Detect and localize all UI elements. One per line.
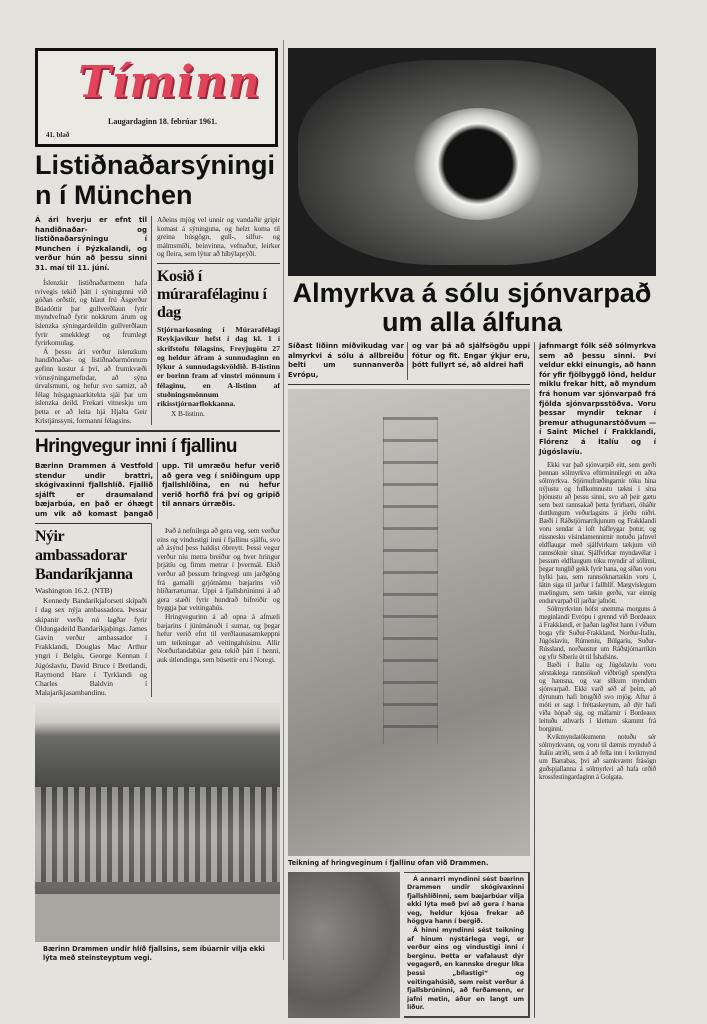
article1-body	[35, 279, 147, 425]
paragraph: Á hinni myndinni sést teikning af hinum nýstárlega vegi, er verður eins og vindustigi inni í berginu. Þetta er vafalaust dýr vegagerð, en kannske dregur líka þessi „bílastigi“ og veitingahúsið, sem reist verður á fjallsbrúninni, að ferðamenn, er jafni metin, áður en langt um líður.	[407, 927, 524, 1012]
right-subcolumn	[151, 216, 280, 425]
headline-hringvegur: Hringvegur inni í fjallinu	[35, 436, 237, 458]
divider	[157, 263, 280, 264]
hringvegur-drawing	[288, 389, 530, 856]
paragraph: Hringvegurinn á að opna á afmæli bæjarins í júnímánuði í sumar, og þegar hefur verið efnt til verðlaunasamkeppni um teikningar að veitingahúsinu. Allir Norðurlandabúar geta tekið þátt í henni, auk útlendinga, sem búsettir eru í Noregi.	[157, 612, 280, 664]
divider	[288, 384, 530, 385]
paragraph: Ekki var það sjónvarpið eitt, sem gerði þennan sólmyrkva eftirminnilegri en aðra sólmyrkva. Stjörnufræðingarnir tóku hina nýjustu og fullkomnustu tækni í sína þjónustu að þessu sinni, svo að þeir gætu sem bezt rannsakað þetta fyrirbæri, óháðir duttlungum veðurlagsins á jörðu niðri. Bæði í Ráðstjórnarríkjunum og Frakklandi voru sendar á loft háfleygar þotur, og rússnesku vísindamennirnir notuðu jafnvel eldflaugar með sjálfvirkum tækjum við rannsóknir sínar. Sjálfvirkar myndavélar í þessum eldflaugum tóku myndir af sólinni, þegar tunglið gekk fyrir hana, og síðan voru hylki þau, sem rannsóknartækin voru í, látin síga til jarðar í fallhlíf. Margvíslegum mælingum, sem tækin gerðu, var einnig endurvarpað til jarðar jafnótt.	[539, 461, 656, 606]
right-region	[288, 48, 656, 1018]
article1-lead: Á ári hverju er efnt til handiðnaðar- og listiðnaðarsýningu í Munchen í Þýzkalandi, og verður hún að þessu sinni 31. maí til 11. júní.	[35, 216, 147, 272]
article4-dateline: Washington 16.2. (NTB)	[35, 586, 113, 596]
left-column	[35, 150, 280, 962]
headline-ambassadorar: Nýir ambassadorar Bandaríkjanna	[35, 528, 133, 584]
article5-body	[539, 461, 656, 781]
paragraph: Bæði í Ítalíu og Júgóslavíu voru sérstaklega rannsökuð viðbrögð spendýra og hænsna, og var slíkum myndum sjónvarpað. Ekki varð séð af þeim, að dýrunum hafi brugðið svo mjög. Aftur á móti er sagt í fréttaskeytum, að dýr hafi víða hópað sig, og máfarnir í Bordeaux leituðu athvarfs í klettum skammt frá borginni.	[539, 661, 656, 734]
drawing-caption: Teikning af hringveginum í fjallinu ofan við Drammen.	[288, 859, 489, 867]
paragraph: Það á nefnilega að gera veg, sem verður eins og vindustigi inni í fjallinu sjálfu, svo að ásýnd þess haldist óbreytt. Þessi vegur verður níu metra breiður og hver hringur þrjátíu og fimm metrar í þvermál. Ekið verður að þessum hringvegi um jarðgöng frá gamalli grjótnámu bæjarins við hlíðarræturnar. Uppi á fjallsbrúninni á að gera stæði fyrir hundrað bifreiðir og byggja þar veitingahús.	[157, 526, 280, 613]
headline-almyrkvi: Almyrkva á sólu sjónvarpað um alla álfuna	[292, 278, 652, 337]
eclipse-photo	[288, 48, 656, 276]
drammen-photo	[35, 703, 280, 942]
drammen-photo-caption: Bærinn Drammen undir hlíð fjallsins, sem íbúarnir vilja ekki lýta með steinsteyptum vegi.	[43, 945, 265, 962]
article2-body: Stjórnarkosning í Múrarafélagi Reykjavíkur hefst í dag kl. 1 í skrifstofu félagsins, Freyjugötu 27 og heldur áfram á sunnudaginn en lýkur á sunnudagskvöldið. B-listinn er borinn fram af vinstri mönnum í félaginu, en A-listinn af stuðningsmönnum ríkisstjórnarflokkanna.	[157, 324, 280, 409]
issue-number: 41. blað	[46, 131, 70, 139]
headline-kosid: Kosið í múrarafélaginu í dag	[157, 267, 267, 321]
paragraph: Sólmyrkvinn hófst snemma morguns á meginlandi Evrópu í grennd við Bordeaux á Frakklandi, er þaðan lagðist hann í víðum boga yfir Suður-Frakkland, Norður-Ítalíu, Júgóslavíu, Rúmeníu, Búlgaríu, Suður-Rússland, norðaustur um Ráðstjórnarríkin og yfir Síberíu út til Íshafsins.	[539, 605, 656, 662]
paragraph: Kvikmyndatökumenn notuðu sér sólmyrkvann, og voru til dæmis mynduð á Ítalíu atriði, sem á að fella inn í kvikmynd um Barrabas, því að samkvæmt frásögn guðspjallanna á sólmyrkvi að hafa orðið krossfestingardaginn á Golgata.	[539, 733, 656, 782]
article3-body	[151, 523, 280, 697]
article5-lead-col3: jafnmargt fólk séð sólmyrkva sem að þessu sinni. Því veldur ekki einungis, að hann fór yfir fjölbyggð lönd, heldur miklu frekar hitt, að myndum frá honum var sjónvarpað frá fjölda sjónvarpsstöðva. Voru þessar myndir teknar í þremur athugunarstöðvum — í Saint Michel í Frakklandi, Flórenz á Ítalíu og í Júgóslavíu.	[539, 342, 656, 456]
article5-lead-col1: Síðast liðinn miðvikudag var almyrkvi á sólu á allbreiðu belti um sunnanverða Evrópu,	[288, 342, 404, 379]
headline-listidnadarsyning: Listiðnaðarsýningin í München	[35, 150, 276, 210]
masthead-logo: Tíminn	[78, 57, 261, 108]
paragraph: Íslenzkir listiðnaðarmenn hafa tvívegis tekið þátt í sýningunni við góðan orðstír, og hlaut frú Ásgerður Búadóttir þar gullverðlaun fyrir myndvefnað fyrir nokkrum árum og íslenzka sýningardeildin gullverðlaun fyrir smekklegt og frumlegt fyrirkomulag.	[35, 278, 147, 348]
info-box	[404, 872, 530, 1019]
drammen-photo-continuation	[288, 872, 400, 1019]
article2-signoff: X B-listinn.	[171, 408, 205, 418]
paragraph: Á þessu ári verður íslenzkum handiðnaðar- og listiðnaðarmönnum gefinn kostur á því, að frumkvæði vörusýningarnefndar, að sýna úrvalsmuni, og hefur svo samizt, að félag húsgagnaarkitekta sjái þar um íslenzka deild. Frekari vitneskju um þetta er að leita hjá Hjalta Geir Kristjánssyni, formanni félagsins.	[35, 346, 147, 425]
article1-lead2: Aðeins mjög vel unnir og vandaðir gripir komast á sýninguna, og helzt koma til greina húsgögn, gull-, silfur- og málmsmíði, beinvinna, vefnaður, leirker og fleira, sem lýtur að híbýlaprýði.	[157, 215, 280, 259]
masthead-date: Laugardaginn 18. febrúar 1961.	[108, 117, 217, 126]
article5-left-part	[288, 342, 534, 1018]
divider	[35, 430, 280, 432]
article1	[35, 216, 151, 425]
column-divider	[283, 40, 284, 960]
article5-lead-col2: og var þá að sjálfsögðu uppi fótur og fit. Engar ýkjur eru, þótt fullyrt sé, að aldrei hafi	[407, 342, 530, 380]
masthead	[35, 48, 278, 147]
paragraph: Á annarri myndinni sést bærinn Drammen undir skógivaxinni fjallshlíðinni, sem bæjarbúar vilja ekki lýta með því að gera í hana veg, heldur kjósa frekar að höggva hann í bergið.	[407, 875, 524, 926]
article5-right-part	[534, 342, 656, 1018]
article4	[35, 523, 151, 697]
article3-lead: Bærinn Drammen á Vestfold stendur undir brattri, skógivaxinni fjallshlíð. Fjallið sjálft er draumaland bæjarbúa, en það er óhægt um vik að komast þangað upp. Til umræðu hefur verið að gera veg í sniðingum upp fjallshlíðina, en nú hefur verið horfið frá því og gripið til annars úrræðis.	[35, 462, 280, 518]
article4-body: Kennedy Bandaríkjaforseti skipaði í dag sex nýja ambassadora. Þessar skipanir verða nú lagðar fyrir Öldungadeild Bandaríkjaþings. James Gavin verður ambassador í Frakklandi, Douglas Mac Arthur yngri í Belgíu, George Kennan í Júgóslavíu, David Bruce í Bretlandi, Raymond Hare í Tyrklandi og Charles Baldvin í Malajaríkjasambandinu.	[35, 596, 147, 698]
